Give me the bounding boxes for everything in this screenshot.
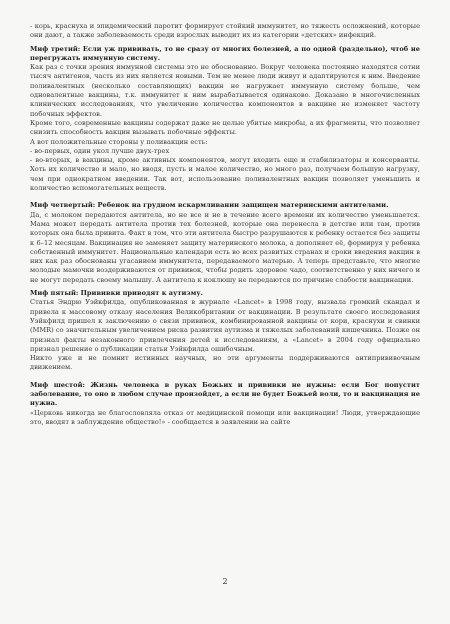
page-number: 2 [222,577,228,586]
body-paragraph: А вот положительные стороны у поливакцин есть: [30,137,208,146]
body-paragraph: Как раз с точки зрения иммунной системы это не обоснованно. Вокруг человека постоянно находятся сотни тысяч антигенов, часть из них является новыми. Тем не менее люди живут и адаптируются к ним. Введение поливалентных (несколько составляющих) вакцин не нагружает иммунную систему больше, чем одновалентные вакцины, т.к. иммунитет к ним вырабатывается одинаково. Доказано в многочисленных клинических исследованиях, что увеличение количества компонентов в вакцине не изменяет частоту побочных эффектов. [30,63,420,118]
section-heading-myth-6: Миф шестой: Жизнь человека в руках Божьих и прививки не нужны: если Бог попустит заболевание, то оно в любом случае произойдет, а если не будет Божьей воли, то и вакцинация не нужна. [30,380,420,408]
body-paragraph: Да, с молоком передаются антитела, но не все и не в течение всего времени их количество уменьшается. Мама может передать антитела против тех болезней, которые она перенесла в детстве или там, против которых она была привита. Факт в том, что эти антитела быстро разрушаются к ребенку остается без защиты к 6–12 месяцам. Вакцинация не заменяет защиту материнского молока, а дополняет её, формируя у ребенка собственный иммунитет. Национальные календари есть во всех развитых странах и сроки введения вакцин в них как раз обоснованы угасанием иммунитета, передаваемого матерью. А теперь представьте, что многие молодые мамочки воздерживаются от прививок, чтобы родить здоровое чадо, соответственно у них ничего и не могут передать своему малышу. А антитела к коклюшу не передаются по причине слабости вакцинации. [30,210,420,284]
list-item: - во-вторых, в вакцины, кроме активных компонентов, могут входить еще и стабилизаторы и консерванты. Хоть их количество и мало, но вводя, пусть и малое количество, но много раз, получаем большую нагрузку, чем при однократном введении. Так вот, использование поливалентных вакцин позволяет уменьшить и количество вспомогательных веществ. [30,156,420,193]
section-heading-myth-5: Миф пятый: Прививки приводят к аутизму. [30,289,203,298]
body-paragraph: Статья Эндрю Уэйкфилда, опубликованная в журнале «Lancet» в 1998 году, вызвала громкий скандал и привела к массовому отказу населения Великобритании от вакцинации. В результате своего исследования Уэйкфилд пришел к заключению о связи прививок, комбинированной вакцины от кори, краснухи и свинки (MMR) со значительным увеличением риска развития аутизма и тяжелых заболеваний кишечника. Позже он признал факты незаконного привлечения детей к исследованиям, а «Lancet» в 2004 году официально признал решение о публикации статьи Уэйкфилда ошибочным. [30,298,420,353]
section-heading-myth-4: Миф четвертый: Ребенок на грудном вскармливании защищен материнскими антителами. [30,201,389,210]
body-paragraph: «Церковь никогда не благословляла отказ от медицинской помощи или вакцинации! Люди, утверждающие это, вводят в заблуждение общество!» - сообщается в заявлении на сайте [30,408,420,426]
section-heading-myth-3: Миф третий: Если уж прививать, то не сразу от многих болезней, а по одной (раздельно), чтоб не перегружать иммунную систему. [30,44,420,62]
body-paragraph: Кроме того, современные вакцины содержат даже не целые убитые микробы, а их фрагменты, что позволяет снизить способность вакцин вызывать побочные эффекты. [30,118,420,137]
list-item: - во-первых, один укол лучше двух-трех [30,146,170,155]
body-paragraph: - корь, краснуха и эпидемический паротит формирует стойкий иммунитет, но тяжесть осложнений, которые они дают, а также заболеваемость среди взрослых выводит их из категории «детских» инфекций. [30,22,420,40]
body-paragraph: Никто уже и не помнит истинных научных, но эти аргументы поддерживаются антипрививочным движением. [30,354,420,372]
